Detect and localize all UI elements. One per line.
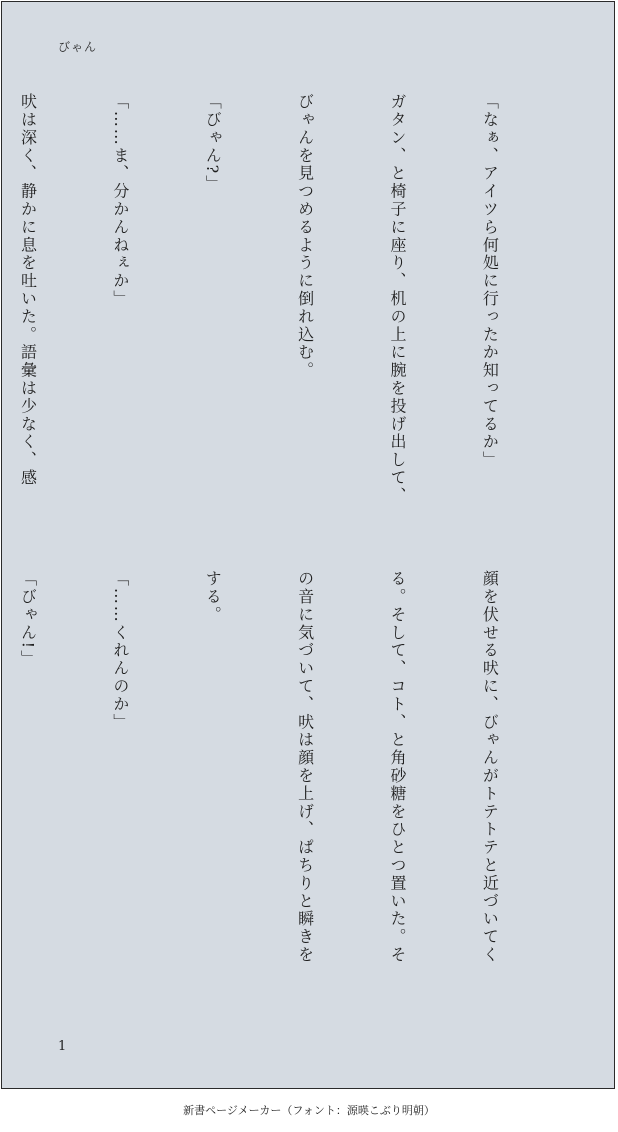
text-line: 「……くれんのか」: [110, 570, 130, 732]
text-line: ガタン、と椅子に座り、机の上に腕を投げ出して、: [388, 93, 408, 505]
text-line: する。: [203, 570, 223, 624]
text-line: 「びゃん!」: [18, 570, 38, 668]
lower-text-block: [18, 570, 566, 1000]
page-number: 1: [58, 1039, 67, 1054]
text-line: 顔を伏せる吠に、びゃんがトテトテと近づいてく: [480, 570, 500, 964]
running-header: びゃん: [58, 40, 98, 54]
text-line: 「びゃん?」: [203, 93, 223, 193]
text-line: 「……ま、分かんねぇか」: [110, 93, 130, 308]
book-page: [1, 1, 615, 1089]
text-line: の音に気づいて、吠は顔を上げ、ぱちりと瞬きを: [295, 570, 315, 964]
text-line: 吠は深く、静かに息を吐いた。語彙は少なく、感: [18, 93, 38, 487]
upper-text-block: [18, 93, 566, 533]
footer-credit: 新書ページメーカー（フォント：源暎こぶり明朝）: [183, 1104, 435, 1117]
text-line: 「なぁ、アイツら何処に行ったか知ってるか」: [480, 93, 500, 469]
text-line: びゃんを見つめるように倒れ込む。: [295, 93, 315, 380]
text-line: る。そして、コト、と角砂糖をひとつ置いた。そ: [388, 570, 408, 964]
